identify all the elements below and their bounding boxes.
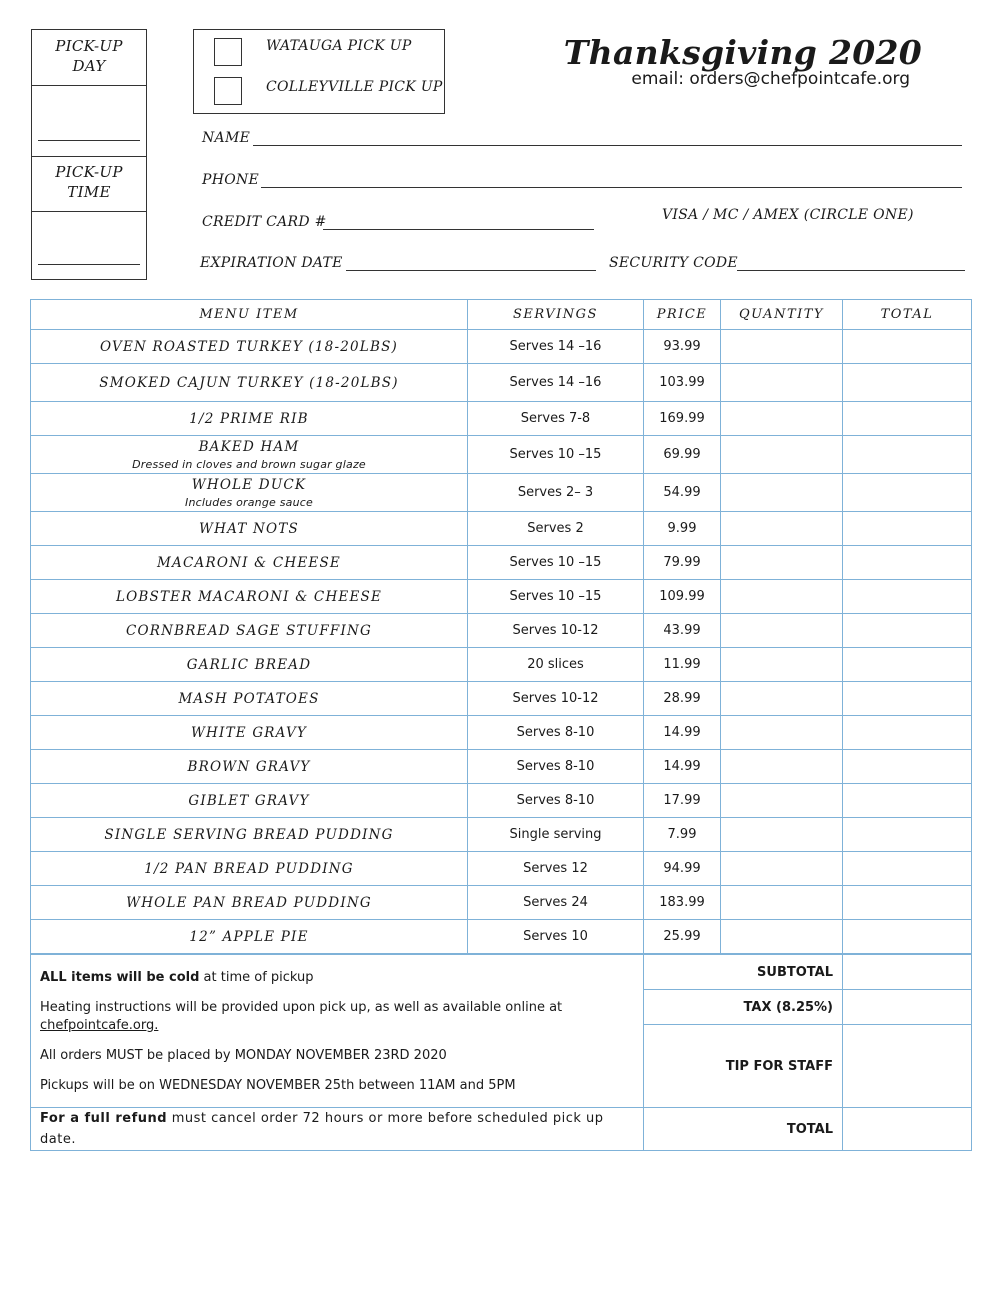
servings-cell: Single serving bbox=[468, 818, 644, 852]
quantity-field[interactable] bbox=[721, 886, 843, 920]
price-cell: 79.99 bbox=[644, 546, 721, 580]
line-total-field[interactable] bbox=[843, 580, 972, 614]
menu-item-name: LOBSTER MACARONI & CHEESE bbox=[115, 588, 383, 605]
name-label: NAME bbox=[202, 130, 251, 146]
order-notes bbox=[31, 955, 644, 1108]
colleyville-checkbox[interactable] bbox=[214, 77, 242, 105]
cold-note-rest: at time of pickup bbox=[199, 970, 314, 985]
menu-row bbox=[31, 784, 972, 818]
menu-row bbox=[31, 716, 972, 750]
menu-row bbox=[31, 852, 972, 886]
price-cell: 109.99 bbox=[644, 580, 721, 614]
price-cell: 9.99 bbox=[644, 512, 721, 546]
menu-table bbox=[30, 299, 972, 954]
menu-row bbox=[31, 580, 972, 614]
menu-row bbox=[31, 818, 972, 852]
refund-rest: must cancel order 72 hours or more before scheduled pick up date. bbox=[40, 1111, 604, 1147]
price-cell: 28.99 bbox=[644, 682, 721, 716]
price-cell: 11.99 bbox=[644, 648, 721, 682]
menu-item-cell bbox=[31, 474, 468, 512]
pickup-time-line bbox=[38, 264, 140, 265]
line-total-field[interactable] bbox=[843, 920, 972, 954]
servings-cell: Serves 14 –16 bbox=[468, 330, 644, 364]
servings-cell: 20 slices bbox=[468, 648, 644, 682]
pickup-time-label-line1: PICK-UP bbox=[55, 163, 123, 181]
price-cell: 14.99 bbox=[644, 750, 721, 784]
menu-item-cell bbox=[31, 330, 468, 364]
menu-row bbox=[31, 614, 972, 648]
security-code-field[interactable] bbox=[737, 270, 965, 271]
pickup-day-label-line2: DAY bbox=[72, 57, 106, 75]
quantity-field[interactable] bbox=[721, 364, 843, 402]
menu-item-cell bbox=[31, 648, 468, 682]
menu-item-cell bbox=[31, 512, 468, 546]
line-total-field[interactable] bbox=[843, 682, 972, 716]
quantity-field[interactable] bbox=[721, 474, 843, 512]
col-servings: SERVINGS bbox=[468, 300, 644, 330]
deadline-note: All orders MUST be placed by MONDAY NOVEMBER 23RD 2020 bbox=[40, 1048, 447, 1063]
line-total-field[interactable] bbox=[843, 818, 972, 852]
tax-field[interactable] bbox=[843, 990, 972, 1025]
price-cell: 183.99 bbox=[644, 886, 721, 920]
menu-item-cell bbox=[31, 886, 468, 920]
heating-note-text: Heating instructions will be provided upon pick up, as well as available online at bbox=[40, 1000, 563, 1015]
subtotal-field[interactable] bbox=[843, 955, 972, 990]
menu-item-name: 12” APPLE PIE bbox=[189, 928, 309, 945]
credit-card-label: CREDIT CARD # bbox=[202, 214, 327, 230]
menu-item-name: 1/2 PAN BREAD PUDDING bbox=[144, 860, 354, 877]
tax-label: TAX (8.25%) bbox=[644, 990, 843, 1025]
menu-item-name: SINGLE SERVING BREAD PUDDING bbox=[104, 826, 394, 843]
line-total-field[interactable] bbox=[843, 716, 972, 750]
credit-card-field[interactable] bbox=[323, 229, 594, 230]
line-total-field[interactable] bbox=[843, 614, 972, 648]
menu-item-note: Dressed in cloves and brown sugar glaze bbox=[132, 457, 366, 471]
col-total: TOTAL bbox=[843, 300, 972, 330]
col-quantity: QUANTITY bbox=[721, 300, 843, 330]
expiration-field[interactable] bbox=[346, 270, 596, 271]
price-cell: 169.99 bbox=[644, 402, 721, 436]
menu-item-cell bbox=[31, 614, 468, 648]
quantity-field[interactable] bbox=[721, 546, 843, 580]
price-cell: 7.99 bbox=[644, 818, 721, 852]
servings-cell: Serves 2 bbox=[468, 512, 644, 546]
price-cell: 103.99 bbox=[644, 364, 721, 402]
order-email: email: orders@chefpointcafe.org bbox=[631, 69, 910, 89]
expiration-label: EXPIRATION DATE bbox=[200, 255, 343, 271]
price-cell: 14.99 bbox=[644, 716, 721, 750]
servings-cell: Serves 8-10 bbox=[468, 784, 644, 818]
line-total-field[interactable] bbox=[843, 330, 972, 364]
menu-row bbox=[31, 886, 972, 920]
menu-item-name: BROWN GRAVY bbox=[187, 758, 311, 775]
price-cell: 25.99 bbox=[644, 920, 721, 954]
price-cell: 94.99 bbox=[644, 852, 721, 886]
quantity-field[interactable] bbox=[721, 648, 843, 682]
menu-item-name: GIBLET GRAVY bbox=[188, 792, 310, 809]
menu-row bbox=[31, 330, 972, 364]
menu-item-cell bbox=[31, 852, 468, 886]
quantity-field[interactable] bbox=[721, 818, 843, 852]
total-field[interactable] bbox=[843, 1108, 972, 1151]
phone-field[interactable] bbox=[261, 187, 962, 188]
servings-cell: Serves 24 bbox=[468, 886, 644, 920]
servings-cell: Serves 10 –15 bbox=[468, 580, 644, 614]
line-total-field[interactable] bbox=[843, 852, 972, 886]
menu-item-name: WHAT NOTS bbox=[199, 520, 299, 537]
line-total-field[interactable] bbox=[843, 436, 972, 474]
pickup-day-header bbox=[32, 30, 146, 86]
servings-cell: Serves 10 bbox=[468, 920, 644, 954]
menu-item-cell bbox=[31, 436, 468, 474]
menu-item-name: MACARONI & CHEESE bbox=[157, 554, 341, 571]
line-total-field[interactable] bbox=[843, 546, 972, 580]
line-total-field[interactable] bbox=[843, 750, 972, 784]
servings-cell: Serves 2– 3 bbox=[468, 474, 644, 512]
price-cell: 54.99 bbox=[644, 474, 721, 512]
menu-item-name: MASH POTATOES bbox=[178, 690, 320, 707]
quantity-field[interactable] bbox=[721, 716, 843, 750]
menu-row bbox=[31, 546, 972, 580]
pickup-day-line bbox=[38, 140, 140, 141]
total-label: TOTAL bbox=[644, 1108, 843, 1151]
pickups-note: Pickups will be on WEDNESDAY NOVEMBER 25th between 11AM and 5PM bbox=[40, 1078, 516, 1093]
line-total-field[interactable] bbox=[843, 402, 972, 436]
price-cell: 93.99 bbox=[644, 330, 721, 364]
menu-item-name: BAKED HAM bbox=[198, 438, 300, 455]
quantity-field[interactable] bbox=[721, 920, 843, 954]
refund-bold: For a full refund bbox=[40, 1111, 168, 1126]
quantity-field[interactable] bbox=[721, 580, 843, 614]
line-total-field[interactable] bbox=[843, 364, 972, 402]
menu-item-cell bbox=[31, 402, 468, 436]
servings-cell: Serves 10 –15 bbox=[468, 546, 644, 580]
menu-row bbox=[31, 474, 972, 512]
quantity-field[interactable] bbox=[721, 852, 843, 886]
servings-cell: Serves 10 –15 bbox=[468, 436, 644, 474]
quantity-field[interactable] bbox=[721, 682, 843, 716]
servings-cell: Serves 8-10 bbox=[468, 716, 644, 750]
colleyville-label: COLLEYVILLE PICK UP bbox=[266, 79, 443, 95]
menu-header-row bbox=[31, 300, 972, 330]
menu-row bbox=[31, 682, 972, 716]
watauga-checkbox[interactable] bbox=[214, 38, 242, 66]
menu-item-name: SMOKED CAJUN TURKEY (18-20LBS) bbox=[99, 374, 399, 391]
servings-cell: Serves 10-12 bbox=[468, 682, 644, 716]
tip-field[interactable] bbox=[843, 1025, 972, 1108]
totals-table bbox=[30, 954, 972, 1151]
watauga-label: WATAUGA PICK UP bbox=[266, 38, 412, 54]
pickup-time-field[interactable] bbox=[32, 211, 146, 279]
menu-item-name: WHOLE PAN BREAD PUDDING bbox=[126, 894, 372, 911]
quantity-field[interactable] bbox=[721, 402, 843, 436]
quantity-field[interactable] bbox=[721, 436, 843, 474]
menu-item-cell bbox=[31, 784, 468, 818]
quantity-field[interactable] bbox=[721, 750, 843, 784]
menu-row bbox=[31, 920, 972, 954]
menu-row bbox=[31, 402, 972, 436]
servings-cell: Serves 7-8 bbox=[468, 402, 644, 436]
servings-cell: Serves 14 –16 bbox=[468, 364, 644, 402]
name-field[interactable] bbox=[253, 145, 962, 146]
menu-item-note: Includes orange sauce bbox=[185, 495, 313, 509]
line-total-field[interactable] bbox=[843, 886, 972, 920]
menu-row bbox=[31, 364, 972, 402]
menu-item-name: WHITE GRAVY bbox=[190, 724, 308, 741]
price-cell: 17.99 bbox=[644, 784, 721, 818]
quantity-field[interactable] bbox=[721, 512, 843, 546]
col-price: PRICE bbox=[644, 300, 721, 330]
menu-item-name: 1/2 PRIME RIB bbox=[189, 410, 309, 427]
menu-item-cell bbox=[31, 920, 468, 954]
menu-item-name: GARLIC BREAD bbox=[186, 656, 312, 673]
menu-row bbox=[31, 512, 972, 546]
menu-item-name: CORNBREAD SAGE STUFFING bbox=[126, 622, 372, 639]
line-total-field[interactable] bbox=[843, 648, 972, 682]
menu-item-cell bbox=[31, 364, 468, 402]
col-menu-item: MENU ITEM bbox=[31, 300, 468, 330]
heating-link[interactable]: chefpointcafe.org. bbox=[40, 1018, 159, 1033]
menu-item-name: OVEN ROASTED TURKEY (18-20LBS) bbox=[99, 338, 399, 355]
menu-item-cell bbox=[31, 716, 468, 750]
pickup-time-header bbox=[32, 156, 146, 212]
page-title: Thanksgiving 2020 bbox=[563, 33, 922, 72]
menu-row bbox=[31, 750, 972, 784]
quantity-field[interactable] bbox=[721, 330, 843, 364]
subtotal-label: SUBTOTAL bbox=[644, 955, 843, 990]
line-total-field[interactable] bbox=[843, 512, 972, 546]
menu-row bbox=[31, 436, 972, 474]
price-cell: 69.99 bbox=[644, 436, 721, 474]
card-type-options[interactable]: VISA / MC / AMEX (CIRCLE ONE) bbox=[662, 207, 914, 223]
line-total-field[interactable] bbox=[843, 784, 972, 818]
phone-label: PHONE bbox=[202, 172, 260, 188]
cold-note bbox=[40, 969, 635, 987]
security-code-label: SECURITY CODE bbox=[609, 255, 738, 271]
heating-note bbox=[40, 999, 635, 1035]
servings-cell: Serves 10-12 bbox=[468, 614, 644, 648]
menu-item-name: WHOLE DUCK bbox=[191, 476, 307, 493]
pickup-day-label-line1: PICK-UP bbox=[55, 37, 123, 55]
servings-cell: Serves 12 bbox=[468, 852, 644, 886]
line-total-field[interactable] bbox=[843, 474, 972, 512]
menu-item-cell bbox=[31, 682, 468, 716]
tip-label: TIP FOR STAFF bbox=[644, 1025, 843, 1108]
refund-policy bbox=[31, 1108, 644, 1151]
pickup-location-box bbox=[193, 29, 445, 114]
quantity-field[interactable] bbox=[721, 784, 843, 818]
menu-item-cell bbox=[31, 750, 468, 784]
pickup-time-label-line2: TIME bbox=[67, 183, 111, 201]
pickup-day-time-box bbox=[31, 29, 147, 280]
menu-item-cell bbox=[31, 818, 468, 852]
cold-note-bold: ALL items will be cold bbox=[40, 970, 200, 985]
menu-item-cell bbox=[31, 580, 468, 614]
menu-row bbox=[31, 648, 972, 682]
menu-item-cell bbox=[31, 546, 468, 580]
servings-cell: Serves 8-10 bbox=[468, 750, 644, 784]
quantity-field[interactable] bbox=[721, 614, 843, 648]
price-cell: 43.99 bbox=[644, 614, 721, 648]
pickup-day-field[interactable] bbox=[32, 85, 146, 157]
